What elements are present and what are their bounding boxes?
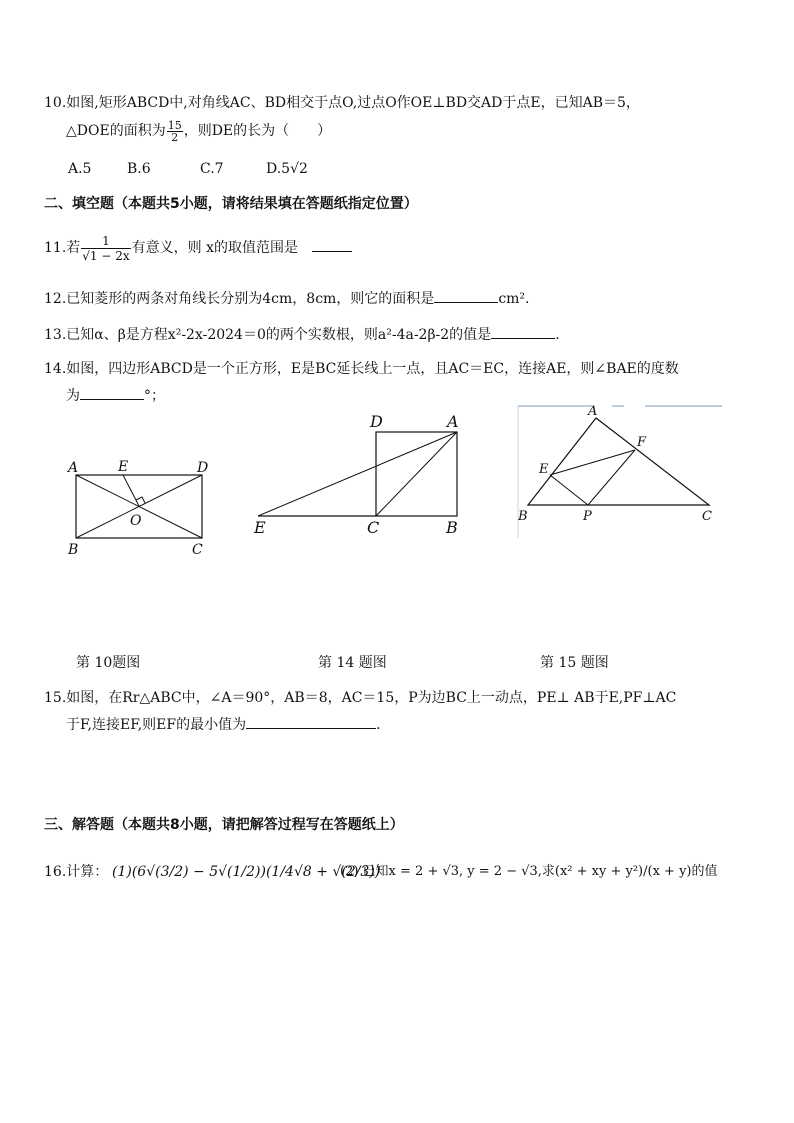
q12-text: 12.已知菱形的两条对角线长分别为4cm，8cm，则它的面积是 [44, 291, 435, 307]
fig15-triangle-abc [528, 418, 709, 505]
q14-line2-text: 为 [66, 388, 80, 404]
q10-option-b: B.6 [127, 161, 151, 177]
q15-answer-blank[interactable] [246, 714, 376, 729]
q10-line1: 10.如图,矩形ABCD中,对角线AC、BD相交于点O,过点O作OE⊥BD交AD于点E，已知AB＝5， [44, 95, 640, 111]
q10-line2 [66, 118, 331, 144]
q12-unit: cm². [498, 291, 530, 307]
q12-answer-blank[interactable] [434, 288, 498, 303]
fig10-label-e: E [118, 459, 129, 475]
fig10-label-a: A [68, 460, 79, 476]
fig15-label-f: F [637, 435, 647, 450]
q15-line2 [66, 714, 381, 735]
caption-figure-15: 第 15 题图 [540, 655, 609, 671]
fig10-label-c: C [192, 542, 203, 558]
q11-line [44, 232, 352, 264]
q13-end: . [555, 327, 560, 343]
fig14-label-b: B [446, 518, 458, 537]
q10-option-c: C.7 [200, 161, 224, 177]
fig10-label-d: D [197, 460, 209, 476]
section2-title: 二、填空题（本题共5小题，请将结果填在答题纸指定位置） [44, 196, 418, 212]
q11-frac-num: 1 [81, 234, 130, 249]
fig14-label-e: E [254, 518, 266, 537]
fig14-label-c: C [367, 518, 380, 537]
figure-15 [512, 398, 727, 543]
q10-line2-a: △DOE的面积为 [66, 123, 166, 139]
q12-line [44, 288, 530, 309]
q14-line1: 14.如图，四边形ABCD是一个正方形，E是BC延长线上一点，且AC＝EC，连接AE，则∠BAE的度数 [44, 361, 679, 377]
figure-10 [60, 455, 220, 565]
q13-text: 13.已知α、β是方程x²-2x-2024＝0的两个实数根，则a²-4a-2β-2的值是 [44, 327, 492, 343]
q15-line1: 15.如图，在Rr△ABC中，∠A＝90°，AB＝8，AC＝15，P为边BC上一动点，PE⊥ AB于E,PF⊥AC [44, 690, 677, 706]
q10-frac-den: 2 [171, 130, 179, 144]
q10-option-a: A.5 [68, 161, 92, 177]
fig15-label-a: A [588, 404, 598, 419]
fig10-segment-oe [123, 475, 139, 506]
q16-part2: (2) 已知x = 2 + √3, y = 2 − √3,求(x² + xy + y²)/(x + y)的值 [340, 864, 718, 879]
q11-fraction [81, 234, 130, 263]
q11-suffix: 有意义，则 x的取值范围是 [131, 240, 298, 256]
fig14-label-d: D [370, 412, 383, 431]
q15-line2-text: 于F,连接EF,则EF的最小值为 [66, 717, 247, 733]
caption-figure-10: 第 10题图 [76, 655, 141, 671]
fig15-segment-pf [588, 450, 635, 505]
q10-frac-num: 15 [167, 118, 182, 132]
q16-label: 16.计算： [44, 864, 109, 880]
q10-fraction [167, 120, 183, 143]
q11-answer-blank[interactable] [312, 237, 352, 252]
fig10-label-o: O [130, 513, 142, 529]
section3-title: 三、解答题（本题共8小题，请把解答过程写在答题纸上） [44, 817, 404, 833]
fig14-label-a: A [447, 412, 459, 431]
fig15-segment-ef [550, 450, 635, 475]
fig15-segment-pe [550, 475, 588, 505]
figure-14 [250, 412, 480, 542]
q10-option-d: D.5√2 [266, 161, 308, 177]
q14-line2 [66, 385, 165, 406]
fig14-segment-ea [258, 432, 457, 516]
caption-figure-14: 第 14 题图 [318, 655, 387, 671]
q10-line2-b: ，则DE的长为（ ） [183, 123, 332, 139]
q13-answer-blank[interactable] [491, 324, 555, 339]
q11-frac-den: √1 − 2x [82, 248, 130, 263]
fig15-label-c: C [702, 509, 712, 524]
fig15-label-b: B [518, 509, 528, 524]
fig15-label-p: P [583, 509, 592, 524]
q15-end: . [376, 717, 381, 733]
fig14-segment-ca [376, 432, 457, 516]
q14-end: °； [144, 388, 165, 404]
q11-prefix: 11.若 [44, 240, 81, 256]
fig10-label-b: B [68, 542, 79, 558]
q13-line [44, 324, 560, 345]
fig15-label-e: E [539, 462, 549, 477]
q14-answer-blank[interactable] [80, 385, 144, 400]
q16-part1: (1)(6√(3/2) − 5√(1/2))(1/4√8 + √(2/3)) [112, 864, 381, 880]
